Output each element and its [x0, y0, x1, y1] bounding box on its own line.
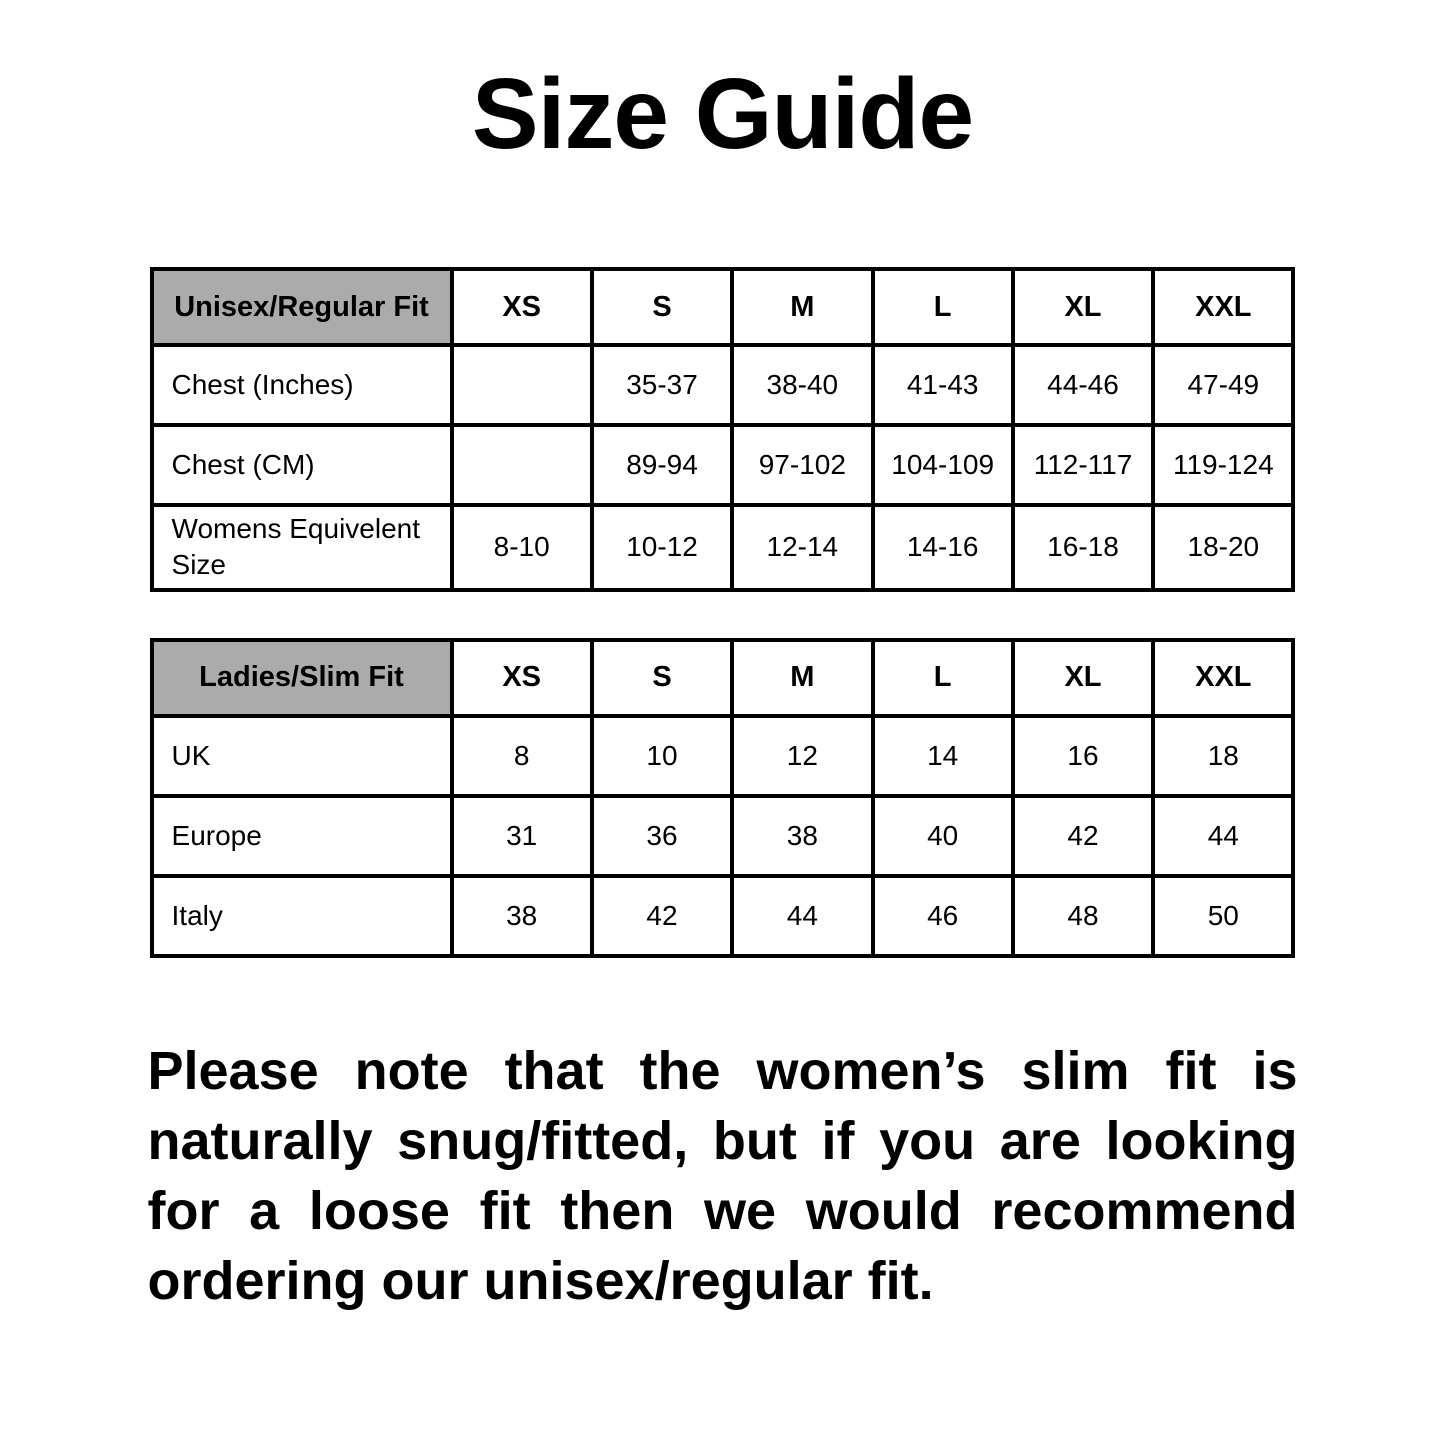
size-value-cell: 10 — [592, 716, 732, 796]
size-value-cell: 112-117 — [1013, 425, 1153, 505]
size-value-cell: 50 — [1153, 876, 1293, 956]
page-title: Size Guide — [471, 58, 974, 170]
size-column-header: S — [592, 269, 732, 345]
size-column-header: M — [732, 269, 872, 345]
size-column-header: XXL — [1153, 640, 1293, 716]
size-value-cell: 8-10 — [452, 505, 592, 590]
table-row — [152, 796, 1294, 876]
size-value-cell: 35-37 — [592, 345, 732, 425]
size-value-cell: 38 — [452, 876, 592, 956]
size-column-header: XXL — [1153, 269, 1293, 345]
table-row — [152, 716, 1294, 796]
header-row — [152, 269, 1294, 345]
size-value-cell: 41-43 — [873, 345, 1013, 425]
size-column-header: M — [732, 640, 872, 716]
size-value-cell: 38-40 — [732, 345, 872, 425]
row-label: Womens Equivelent Size — [152, 505, 452, 590]
table-title-cell: Ladies/Slim Fit — [152, 640, 452, 716]
size-value-cell: 119-124 — [1153, 425, 1293, 505]
fit-note-line-4: ordering our unisex/regular fit. — [147, 1250, 934, 1311]
size-value-cell: 44-46 — [1013, 345, 1153, 425]
size-column-header: S — [592, 640, 732, 716]
size-value-cell: 104-109 — [873, 425, 1013, 505]
row-label: UK — [152, 716, 452, 796]
size-column-header: XL — [1013, 269, 1153, 345]
row-label: Italy — [152, 876, 452, 956]
size-value-cell: 44 — [732, 876, 872, 956]
size-value-cell: 12 — [732, 716, 872, 796]
fit-note-line-3: for a loose fit then we would recommend — [147, 1180, 1298, 1241]
unisex-regular-fit-table — [150, 267, 1296, 592]
fit-note — [148, 1036, 1298, 1316]
size-value-cell — [452, 345, 592, 425]
size-column-header: XS — [452, 269, 592, 345]
fit-note-line-1: Please note that the women’s slim fit is — [147, 1040, 1298, 1101]
table-row — [152, 876, 1294, 956]
size-value-cell: 40 — [873, 796, 1013, 876]
size-value-cell: 97-102 — [732, 425, 872, 505]
size-value-cell: 10-12 — [592, 505, 732, 590]
size-value-cell: 18 — [1153, 716, 1293, 796]
ladies-slim-fit-table — [150, 638, 1296, 958]
size-column-header: L — [873, 269, 1013, 345]
size-value-cell: 42 — [1013, 796, 1153, 876]
size-value-cell: 18-20 — [1153, 505, 1293, 590]
size-value-cell: 44 — [1153, 796, 1293, 876]
table-row — [152, 345, 1294, 425]
row-label: Chest (Inches) — [152, 345, 452, 425]
size-value-cell: 8 — [452, 716, 592, 796]
size-value-cell: 16 — [1013, 716, 1153, 796]
table-title-cell: Unisex/Regular Fit — [152, 269, 452, 345]
size-value-cell: 48 — [1013, 876, 1153, 956]
fit-note-line-2: naturally snug/fitted, but if you are looking — [147, 1110, 1298, 1171]
size-value-cell: 38 — [732, 796, 872, 876]
size-value-cell: 89-94 — [592, 425, 732, 505]
size-column-header: L — [873, 640, 1013, 716]
size-value-cell: 16-18 — [1013, 505, 1153, 590]
size-column-header: XS — [452, 640, 592, 716]
header-row — [152, 640, 1294, 716]
table-row — [152, 425, 1294, 505]
size-value-cell: 14 — [873, 716, 1013, 796]
size-value-cell: 42 — [592, 876, 732, 956]
size-value-cell: 36 — [592, 796, 732, 876]
size-value-cell: 46 — [873, 876, 1013, 956]
row-label: Europe — [152, 796, 452, 876]
size-value-cell: 12-14 — [732, 505, 872, 590]
size-value-cell: 31 — [452, 796, 592, 876]
size-value-cell — [452, 425, 592, 505]
table-row — [152, 505, 1294, 590]
row-label: Chest (CM) — [152, 425, 452, 505]
size-value-cell: 47-49 — [1153, 345, 1293, 425]
size-column-header: XL — [1013, 640, 1153, 716]
size-value-cell: 14-16 — [873, 505, 1013, 590]
